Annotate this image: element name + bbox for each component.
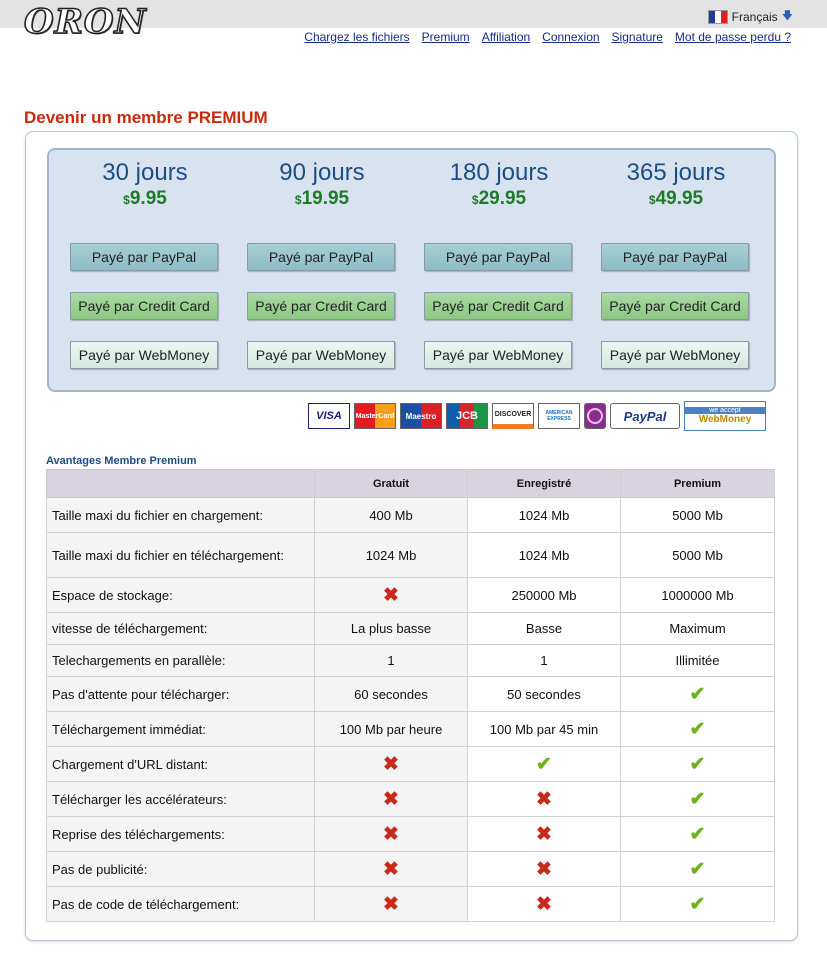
- plan-365-days: [601, 158, 751, 363]
- payment-logos: [308, 401, 766, 431]
- plan-duration: 30 jours: [102, 159, 188, 186]
- table-header-row: [47, 470, 775, 498]
- feature-value: 60 secondes: [315, 677, 468, 712]
- circle-pay-logo-icon: [584, 403, 606, 429]
- plan-90-days: [247, 158, 397, 363]
- feature-label: Pas d'attente pour télécharger:: [47, 677, 315, 712]
- feature-value: 100 Mb par heure: [315, 712, 468, 747]
- feature-value: Illimitée: [621, 645, 775, 677]
- nav-premium-link[interactable]: Premium: [421, 30, 470, 44]
- feature-value: La plus basse: [315, 613, 468, 645]
- column-header: [47, 470, 315, 498]
- check-icon: ✔: [621, 677, 775, 712]
- nav-lost-password-link[interactable]: Mot de passe perdu ?: [674, 30, 791, 44]
- feature-value: 1000000 Mb: [621, 578, 775, 613]
- column-header: Premium: [621, 470, 775, 498]
- table-row: [47, 712, 775, 747]
- feature-value: Maximum: [621, 613, 775, 645]
- nav-affiliation-link[interactable]: Affiliation: [481, 30, 531, 44]
- cross-icon: ✖: [468, 887, 621, 922]
- pay-webmoney-button[interactable]: Payé par WebMoney: [601, 341, 749, 369]
- pay-credit-card-button[interactable]: Payé par Credit Card: [601, 292, 749, 320]
- feature-label: Taille maxi du fichier en téléchargement:: [47, 533, 315, 578]
- pay-webmoney-button[interactable]: Payé par WebMoney: [70, 341, 218, 369]
- check-icon: ✔: [621, 887, 775, 922]
- arrow-down-icon: 🡇: [781, 10, 793, 22]
- comparison-table: [46, 469, 775, 922]
- site-logo[interactable]: ORON: [24, 2, 147, 42]
- table-row: [47, 677, 775, 712]
- pay-credit-card-button[interactable]: Payé par Credit Card: [424, 292, 572, 320]
- cross-icon: ✖: [315, 578, 468, 613]
- webmoney-logo: we accept WebMoney: [684, 401, 766, 431]
- pay-paypal-button[interactable]: Payé par PayPal: [601, 243, 749, 271]
- feature-value: 400 Mb: [315, 498, 468, 533]
- table-row: [47, 533, 775, 578]
- pay-paypal-button[interactable]: Payé par PayPal: [424, 243, 572, 271]
- feature-value: 5000 Mb: [621, 498, 775, 533]
- cross-icon: ✖: [315, 817, 468, 852]
- visa-logo: VISA: [308, 403, 350, 429]
- plan-price: $29.95: [471, 188, 527, 209]
- feature-value: 1024 Mb: [468, 533, 621, 578]
- feature-value: 100 Mb par 45 min: [468, 712, 621, 747]
- amex-logo: AMERICAN EXPRESS: [538, 403, 580, 429]
- column-header: Enregistré: [468, 470, 621, 498]
- pay-paypal-button[interactable]: Payé par PayPal: [247, 243, 395, 271]
- check-icon: ✔: [621, 747, 775, 782]
- check-icon: ✔: [468, 747, 621, 782]
- feature-value: 50 secondes: [468, 677, 621, 712]
- feature-label: Télécharger les accélérateurs:: [47, 782, 315, 817]
- feature-value: 1: [468, 645, 621, 677]
- top-nav: [304, 30, 791, 44]
- pay-credit-card-button[interactable]: Payé par Credit Card: [247, 292, 395, 320]
- feature-label: Pas de publicité:: [47, 852, 315, 887]
- table-row: [47, 747, 775, 782]
- feature-label: vitesse de téléchargement:: [47, 613, 315, 645]
- feature-value: 1: [315, 645, 468, 677]
- jcb-logo: JCB: [446, 403, 488, 429]
- language-selector[interactable]: [708, 7, 793, 26]
- table-row: [47, 817, 775, 852]
- plan-180-days: [424, 158, 574, 363]
- plan-price: $9.95: [123, 188, 167, 209]
- mastercard-logo: MasterCard: [354, 403, 396, 429]
- maestro-logo: Maestro: [400, 403, 442, 429]
- table-row: [47, 852, 775, 887]
- feature-value: 1024 Mb: [315, 533, 468, 578]
- check-icon: ✔: [621, 852, 775, 887]
- check-icon: ✔: [621, 782, 775, 817]
- french-flag-icon: [708, 10, 728, 24]
- cross-icon: ✖: [315, 747, 468, 782]
- feature-label: Telechargements en parallèle:: [47, 645, 315, 677]
- nav-signup-link[interactable]: Signature: [611, 30, 663, 44]
- pay-credit-card-button[interactable]: Payé par Credit Card: [70, 292, 218, 320]
- table-row: [47, 645, 775, 677]
- cross-icon: ✖: [468, 817, 621, 852]
- language-label: Français: [731, 9, 778, 24]
- feature-label: Téléchargement immédiat:: [47, 712, 315, 747]
- plans-box: [47, 148, 776, 392]
- feature-value: 250000 Mb: [468, 578, 621, 613]
- table-row: [47, 613, 775, 645]
- feature-value: Basse: [468, 613, 621, 645]
- cross-icon: ✖: [468, 852, 621, 887]
- check-icon: ✔: [621, 712, 775, 747]
- page-title: Devenir un membre PREMIUM: [24, 108, 268, 127]
- cross-icon: ✖: [315, 887, 468, 922]
- check-icon: ✔: [621, 817, 775, 852]
- discover-logo: DISCOVER: [492, 403, 534, 429]
- cross-icon: ✖: [315, 852, 468, 887]
- table-row: [47, 782, 775, 817]
- nav-upload-link[interactable]: Chargez les fichiers: [304, 30, 410, 44]
- column-header: Gratuit: [315, 470, 468, 498]
- table-row: [47, 498, 775, 533]
- pay-webmoney-button[interactable]: Payé par WebMoney: [247, 341, 395, 369]
- feature-label: Pas de code de téléchargement:: [47, 887, 315, 922]
- feature-value: 1024 Mb: [468, 498, 621, 533]
- plan-duration: 180 jours: [449, 159, 549, 186]
- plan-30-days: [70, 158, 220, 363]
- cross-icon: ✖: [468, 782, 621, 817]
- plan-duration: 365 jours: [626, 159, 726, 186]
- pay-webmoney-button[interactable]: Payé par WebMoney: [424, 341, 572, 369]
- feature-label: Reprise des téléchargements:: [47, 817, 315, 852]
- table-row: [47, 578, 775, 613]
- plan-price: $19.95: [294, 188, 350, 209]
- nav-login-link[interactable]: Connexion: [542, 30, 600, 44]
- plan-duration: 90 jours: [279, 159, 365, 186]
- feature-label: Taille maxi du fichier en chargement:: [47, 498, 315, 533]
- feature-value: 5000 Mb: [621, 533, 775, 578]
- paypal-logo: PayPal: [610, 403, 680, 429]
- cross-icon: ✖: [315, 782, 468, 817]
- advantages-title: Avantages Membre Premium: [46, 455, 197, 467]
- pay-paypal-button[interactable]: Payé par PayPal: [70, 243, 218, 271]
- table-row: [47, 887, 775, 922]
- feature-label: Espace de stockage:: [47, 578, 315, 613]
- plan-price: $49.95: [648, 188, 704, 209]
- feature-label: Chargement d'URL distant:: [47, 747, 315, 782]
